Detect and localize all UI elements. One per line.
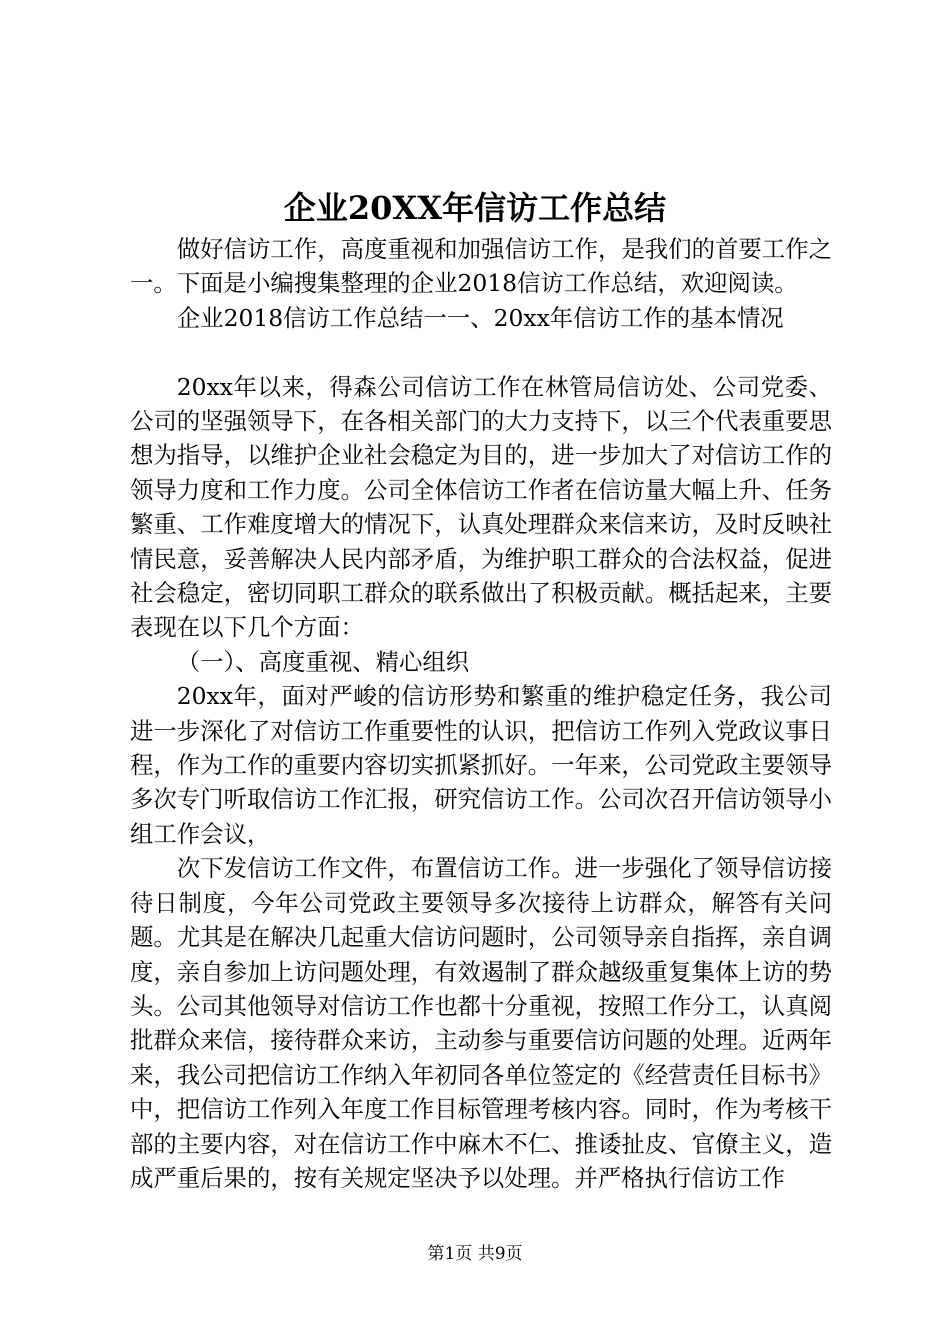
paragraph-intro: 做好信访工作，高度重视和加强信访工作，是我们的首要工作之一。下面是小编搜集整理的企业2018信访工作总结，欢迎阅读。 <box>130 235 832 298</box>
paragraph-measures: 次下发信访工作文件，布置信访工作。进一步强化了领导信访接待日制度，今年公司党政主要领导多次接待上访群众，解答有关问题。尤其是在解决几起重大信访问题时，公司领导亲自指挥，亲自调度，亲自参加上访问题处理，有效遏制了群众越级重复集体上访的势头。公司其他领导对信访工作也都十分重视，按照工作分工，认真阅批群众来信，接待群众来访，主动参与重要信访问题的处理。近两年来，我公司把信访工作纳入年初同各单位签定的《经营责任目标书》中，把信访工作列入年度工作目标管理考核内容。同时，作为考核干部的主要内容，对在信访工作中麻木不仁、推诿扯皮、官僚主义，造成严重后果的，按有关规定坚决予以处理。并严格执行信访工作 <box>130 854 832 1192</box>
document-body <box>130 232 832 1195</box>
paragraph-organization: 20xx年，面对严峻的信访形势和繁重的维护稳定任务，我公司进一步深化了对信访工作重要性的认识，把信访工作列入党政议事日程，作为工作的重要内容切实抓紧抓好。一年来，公司党政主要领导多次专门听取信访工作汇报，研究信访工作。公司次召开信访领导小组工作会议， <box>130 682 832 848</box>
page-number-footer: 第1页 共9页 <box>427 1244 523 1264</box>
paragraph-subheading-1: （一）、高度重视、精心组织 <box>176 647 470 676</box>
document-title: 企业20XX年信访工作总结 <box>283 189 667 227</box>
paragraph-section-heading: 企业2018信访工作总结一一、20xx年信访工作的基本情况 <box>176 303 784 332</box>
paragraph-overview: 20xx年以来，得森公司信访工作在林管局信访处、公司党委、公司的坚强领导下，在各相关部门的大力支持下，以三个代表重要思想为指导，以维护企业社会稳定为目的，进一步加大了对信访工作的领导力度和工作力度。公司全体信访工作者在信访量大幅上升、任务繁重、工作难度增大的情况下，认真处理群众来信来访，及时反映社情民意，妥善解决人民内部矛盾，为维护职工群众的合法权益，促进社会稳定，密切同职工群众的联系做出了积极贡献。概括起来，主要表现在以下几个方面： <box>130 372 832 642</box>
